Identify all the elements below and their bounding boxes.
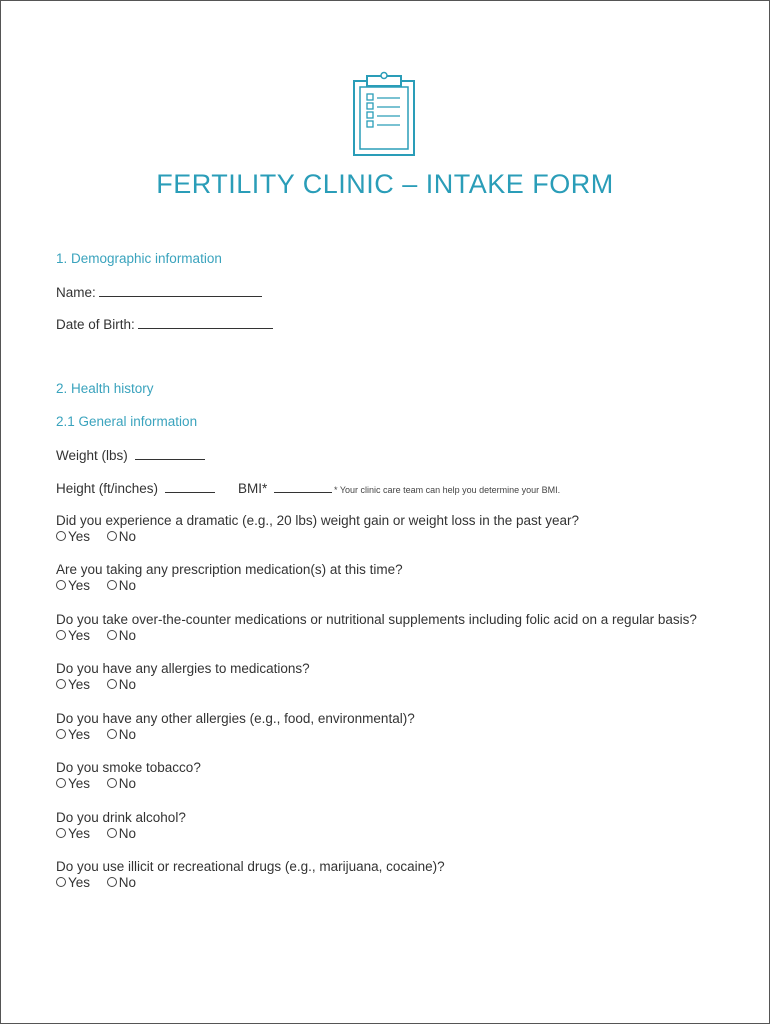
no-option[interactable] bbox=[107, 628, 136, 644]
question-tobacco bbox=[56, 759, 201, 792]
dob-field bbox=[56, 316, 273, 332]
radio-button[interactable] bbox=[107, 580, 117, 590]
answer-options bbox=[56, 875, 445, 891]
weight-input-line[interactable] bbox=[135, 447, 205, 460]
radio-button[interactable] bbox=[107, 531, 117, 541]
no-label: No bbox=[118, 677, 137, 692]
no-option[interactable] bbox=[107, 578, 136, 594]
question-weight-change bbox=[56, 512, 579, 545]
yes-label: Yes bbox=[68, 677, 91, 692]
radio-button[interactable] bbox=[56, 729, 66, 739]
dob-label: Date of Birth: bbox=[56, 317, 135, 332]
no-option[interactable] bbox=[107, 529, 136, 545]
bmi-field bbox=[238, 480, 560, 496]
no-option[interactable] bbox=[107, 875, 136, 891]
weight-label: Weight (lbs) bbox=[56, 448, 128, 463]
no-label: No bbox=[118, 529, 137, 544]
section-heading-demographic: 1. Demographic information bbox=[56, 251, 222, 266]
yes-label: Yes bbox=[68, 529, 91, 544]
radio-button[interactable] bbox=[107, 679, 117, 689]
no-label: No bbox=[118, 826, 137, 841]
radio-button[interactable] bbox=[107, 828, 117, 838]
no-option[interactable] bbox=[107, 677, 136, 693]
yes-option[interactable] bbox=[56, 529, 90, 545]
question-alcohol bbox=[56, 809, 186, 842]
clipboard-checklist-icon bbox=[352, 71, 416, 157]
radio-button[interactable] bbox=[56, 828, 66, 838]
no-option[interactable] bbox=[107, 776, 136, 792]
question-otc-supplements bbox=[56, 611, 697, 644]
name-field bbox=[56, 284, 262, 300]
radio-button[interactable] bbox=[107, 778, 117, 788]
no-label: No bbox=[118, 875, 137, 890]
yes-option[interactable] bbox=[56, 578, 90, 594]
radio-button[interactable] bbox=[56, 580, 66, 590]
yes-option[interactable] bbox=[56, 677, 90, 693]
yes-option[interactable] bbox=[56, 727, 90, 743]
no-label: No bbox=[118, 578, 137, 593]
yes-label: Yes bbox=[68, 628, 91, 643]
question-medication-allergies bbox=[56, 660, 310, 693]
question-text: Do you have any allergies to medications? bbox=[56, 661, 310, 676]
height-label: Height (ft/inches) bbox=[56, 481, 159, 496]
section-heading-health: 2. Health history bbox=[56, 381, 154, 396]
answer-options bbox=[56, 826, 186, 842]
weight-field bbox=[56, 447, 205, 463]
question-text: Do you smoke tobacco? bbox=[56, 760, 201, 775]
yes-label: Yes bbox=[68, 578, 91, 593]
radio-button[interactable] bbox=[56, 778, 66, 788]
yes-option[interactable] bbox=[56, 826, 90, 842]
yes-label: Yes bbox=[68, 826, 91, 841]
no-label: No bbox=[118, 727, 137, 742]
section-heading-general: 2.1 General information bbox=[56, 414, 198, 429]
bmi-note: * Your clinic care team can help you determine your BMI. bbox=[334, 485, 561, 495]
radio-button[interactable] bbox=[56, 630, 66, 640]
no-option[interactable] bbox=[107, 826, 136, 842]
question-recreational-drugs bbox=[56, 858, 445, 891]
yes-option[interactable] bbox=[56, 875, 90, 891]
height-input-line[interactable] bbox=[165, 480, 215, 493]
question-text: Do you use illicit or recreational drugs (e.g., marijuana, cocaine)? bbox=[56, 859, 445, 874]
question-other-allergies bbox=[56, 710, 415, 743]
question-prescription-medication bbox=[56, 561, 403, 594]
name-label: Name: bbox=[56, 285, 96, 300]
answer-options bbox=[56, 529, 579, 545]
question-text: Do you have any other allergies (e.g., food, environmental)? bbox=[56, 711, 415, 726]
no-label: No bbox=[118, 776, 137, 791]
radio-button[interactable] bbox=[56, 531, 66, 541]
bmi-label: BMI* bbox=[238, 481, 268, 496]
no-option[interactable] bbox=[107, 727, 136, 743]
question-text: Are you taking any prescription medication(s) at this time? bbox=[56, 562, 403, 577]
answer-options bbox=[56, 727, 415, 743]
yes-option[interactable] bbox=[56, 628, 90, 644]
yes-label: Yes bbox=[68, 875, 91, 890]
answer-options bbox=[56, 776, 201, 792]
yes-label: Yes bbox=[68, 776, 91, 791]
radio-button[interactable] bbox=[56, 877, 66, 887]
radio-button[interactable] bbox=[107, 877, 117, 887]
name-input-line[interactable] bbox=[99, 284, 262, 297]
radio-button[interactable] bbox=[107, 630, 117, 640]
radio-button[interactable] bbox=[107, 729, 117, 739]
yes-option[interactable] bbox=[56, 776, 90, 792]
height-field bbox=[56, 480, 215, 496]
question-text: Did you experience a dramatic (e.g., 20 lbs) weight gain or weight loss in the past year? bbox=[56, 513, 580, 528]
bmi-input-line[interactable] bbox=[274, 480, 332, 493]
page-title: FERTILITY CLINIC – INTAKE FORM bbox=[156, 169, 614, 199]
dob-input-line[interactable] bbox=[138, 316, 273, 329]
question-text: Do you drink alcohol? bbox=[56, 810, 186, 825]
answer-options bbox=[56, 677, 310, 693]
radio-button[interactable] bbox=[56, 679, 66, 689]
answer-options bbox=[56, 578, 403, 594]
answer-options bbox=[56, 628, 697, 644]
yes-label: Yes bbox=[68, 727, 91, 742]
no-label: No bbox=[118, 628, 137, 643]
question-text: Do you take over-the-counter medications or nutritional supplements including folic acid on a regular basis? bbox=[56, 612, 697, 627]
